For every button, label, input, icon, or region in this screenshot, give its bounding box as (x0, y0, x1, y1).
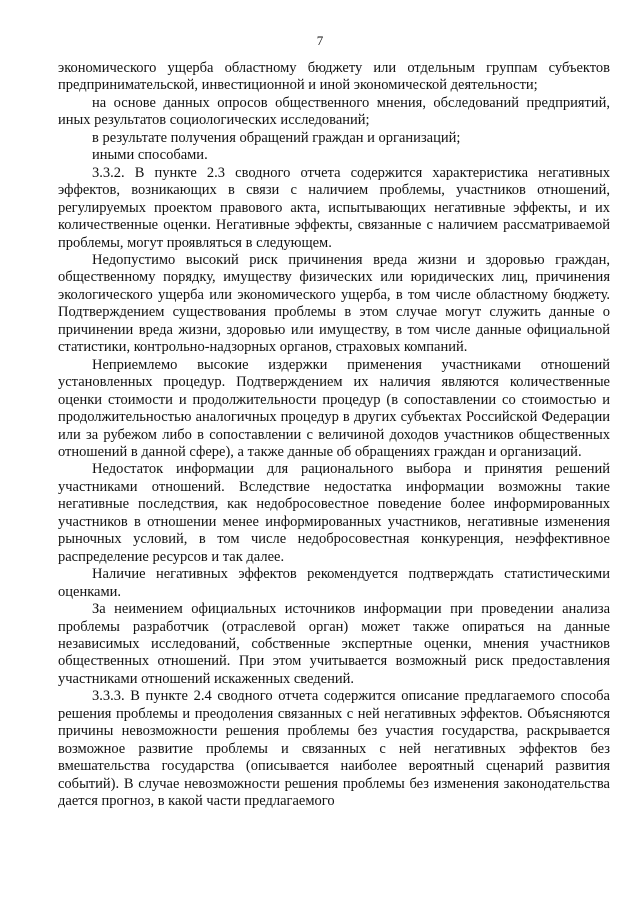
paragraph-10: За неимением официальных источников информации при проведении анализа проблемы разработчик (отраслевой орган) может также опираться на данные независимых исследований, собственные экспертные оценки, мнения участников общественных отношений. При этом учитывается возможный риск предоставления участниками отношений искаженных сведений. (58, 601, 610, 687)
paragraph-2: на основе данных опросов общественного мнения, обследований предприятий, иных результатов социологических исследований; (58, 94, 610, 129)
page-number: 7 (316, 33, 324, 48)
paragraph-4: иными способами. (92, 147, 208, 164)
paragraph-5: 3.3.2. В пункте 2.3 сводного отчета содержится характеристика негативных эффектов, возникающих в связи с наличием проблемы, участников отношений, регулируемых проектом правового акта, испытывающих негативные эффекты, и их количественные оценки. Негативные эффекты, связанные с наличием рассматриваемой проблемы, могут проявляться в следующем. (58, 164, 610, 251)
page-body (58, 60, 610, 810)
paragraph-6: Недопустимо высокий риск причинения вреда жизни и здоровью граждан, общественному порядку, имуществу физических или юридических лиц, причинения экологического ущерба или экономического ущерба, в том числе областному бюджету. Подтверждением существования проблемы в этом случае могут служить данные о причинении вреда жизни, здоровью или имуществу, в том числе данные официальной статистики, контрольно-надзорных органов, страховых компаний. (58, 251, 610, 356)
paragraph-9: Наличие негативных эффектов рекомендуется подтверждать статистическими оценками. (58, 566, 610, 600)
paragraph-11: 3.3.3. В пункте 2.4 сводного отчета содержится описание предлагаемого способа решения проблемы и преодоления связанных с ней негативных эффектов. Объясняются причины невозможности решения проблемы без участия государства, раскрывается возможное развитие проблемы и связанных с ней негативных эффектов без вмешательства государства (описывается наиболее вероятный сценарий развития событий). В случае невозможности решения проблемы без изменения законодательства дается прогноз, в какой части предлагаемого (58, 688, 610, 810)
paragraph-7: Неприемлемо высокие издержки применения участниками отношений установленных процедур. Подтверждением их наличия являются количественные оценки стоимости и продолжительности процедур (в сопоставлении со стоимостью и продолжительностью аналогичных процедур в других субъектах Российской Федерации или за рубежом либо в сопоставлении с величиной доходов участников общественных отношений в данной сфере), а также данные об обращениях граждан и организаций. (58, 356, 610, 460)
paragraph-3: в результате получения обращений граждан и организаций; (92, 129, 461, 146)
paragraph-1: экономического ущерба областному бюджету или отдельным группам субъектов предпринимательской, инвестиционной и иной экономической деятельности; (58, 60, 610, 94)
paragraph-8: Недостаток информации для рационального выбора и принятия решений участниками отношений. Вследствие недостатка информации возможны такие негативные последствия, как недобросовестное поведение более информированных участников в отношении менее информированных участников, негативные изменения рыночных условий, в том числе недобросовестная конкуренция, неэффективное распределение ресурсов и так далее. (58, 461, 610, 565)
